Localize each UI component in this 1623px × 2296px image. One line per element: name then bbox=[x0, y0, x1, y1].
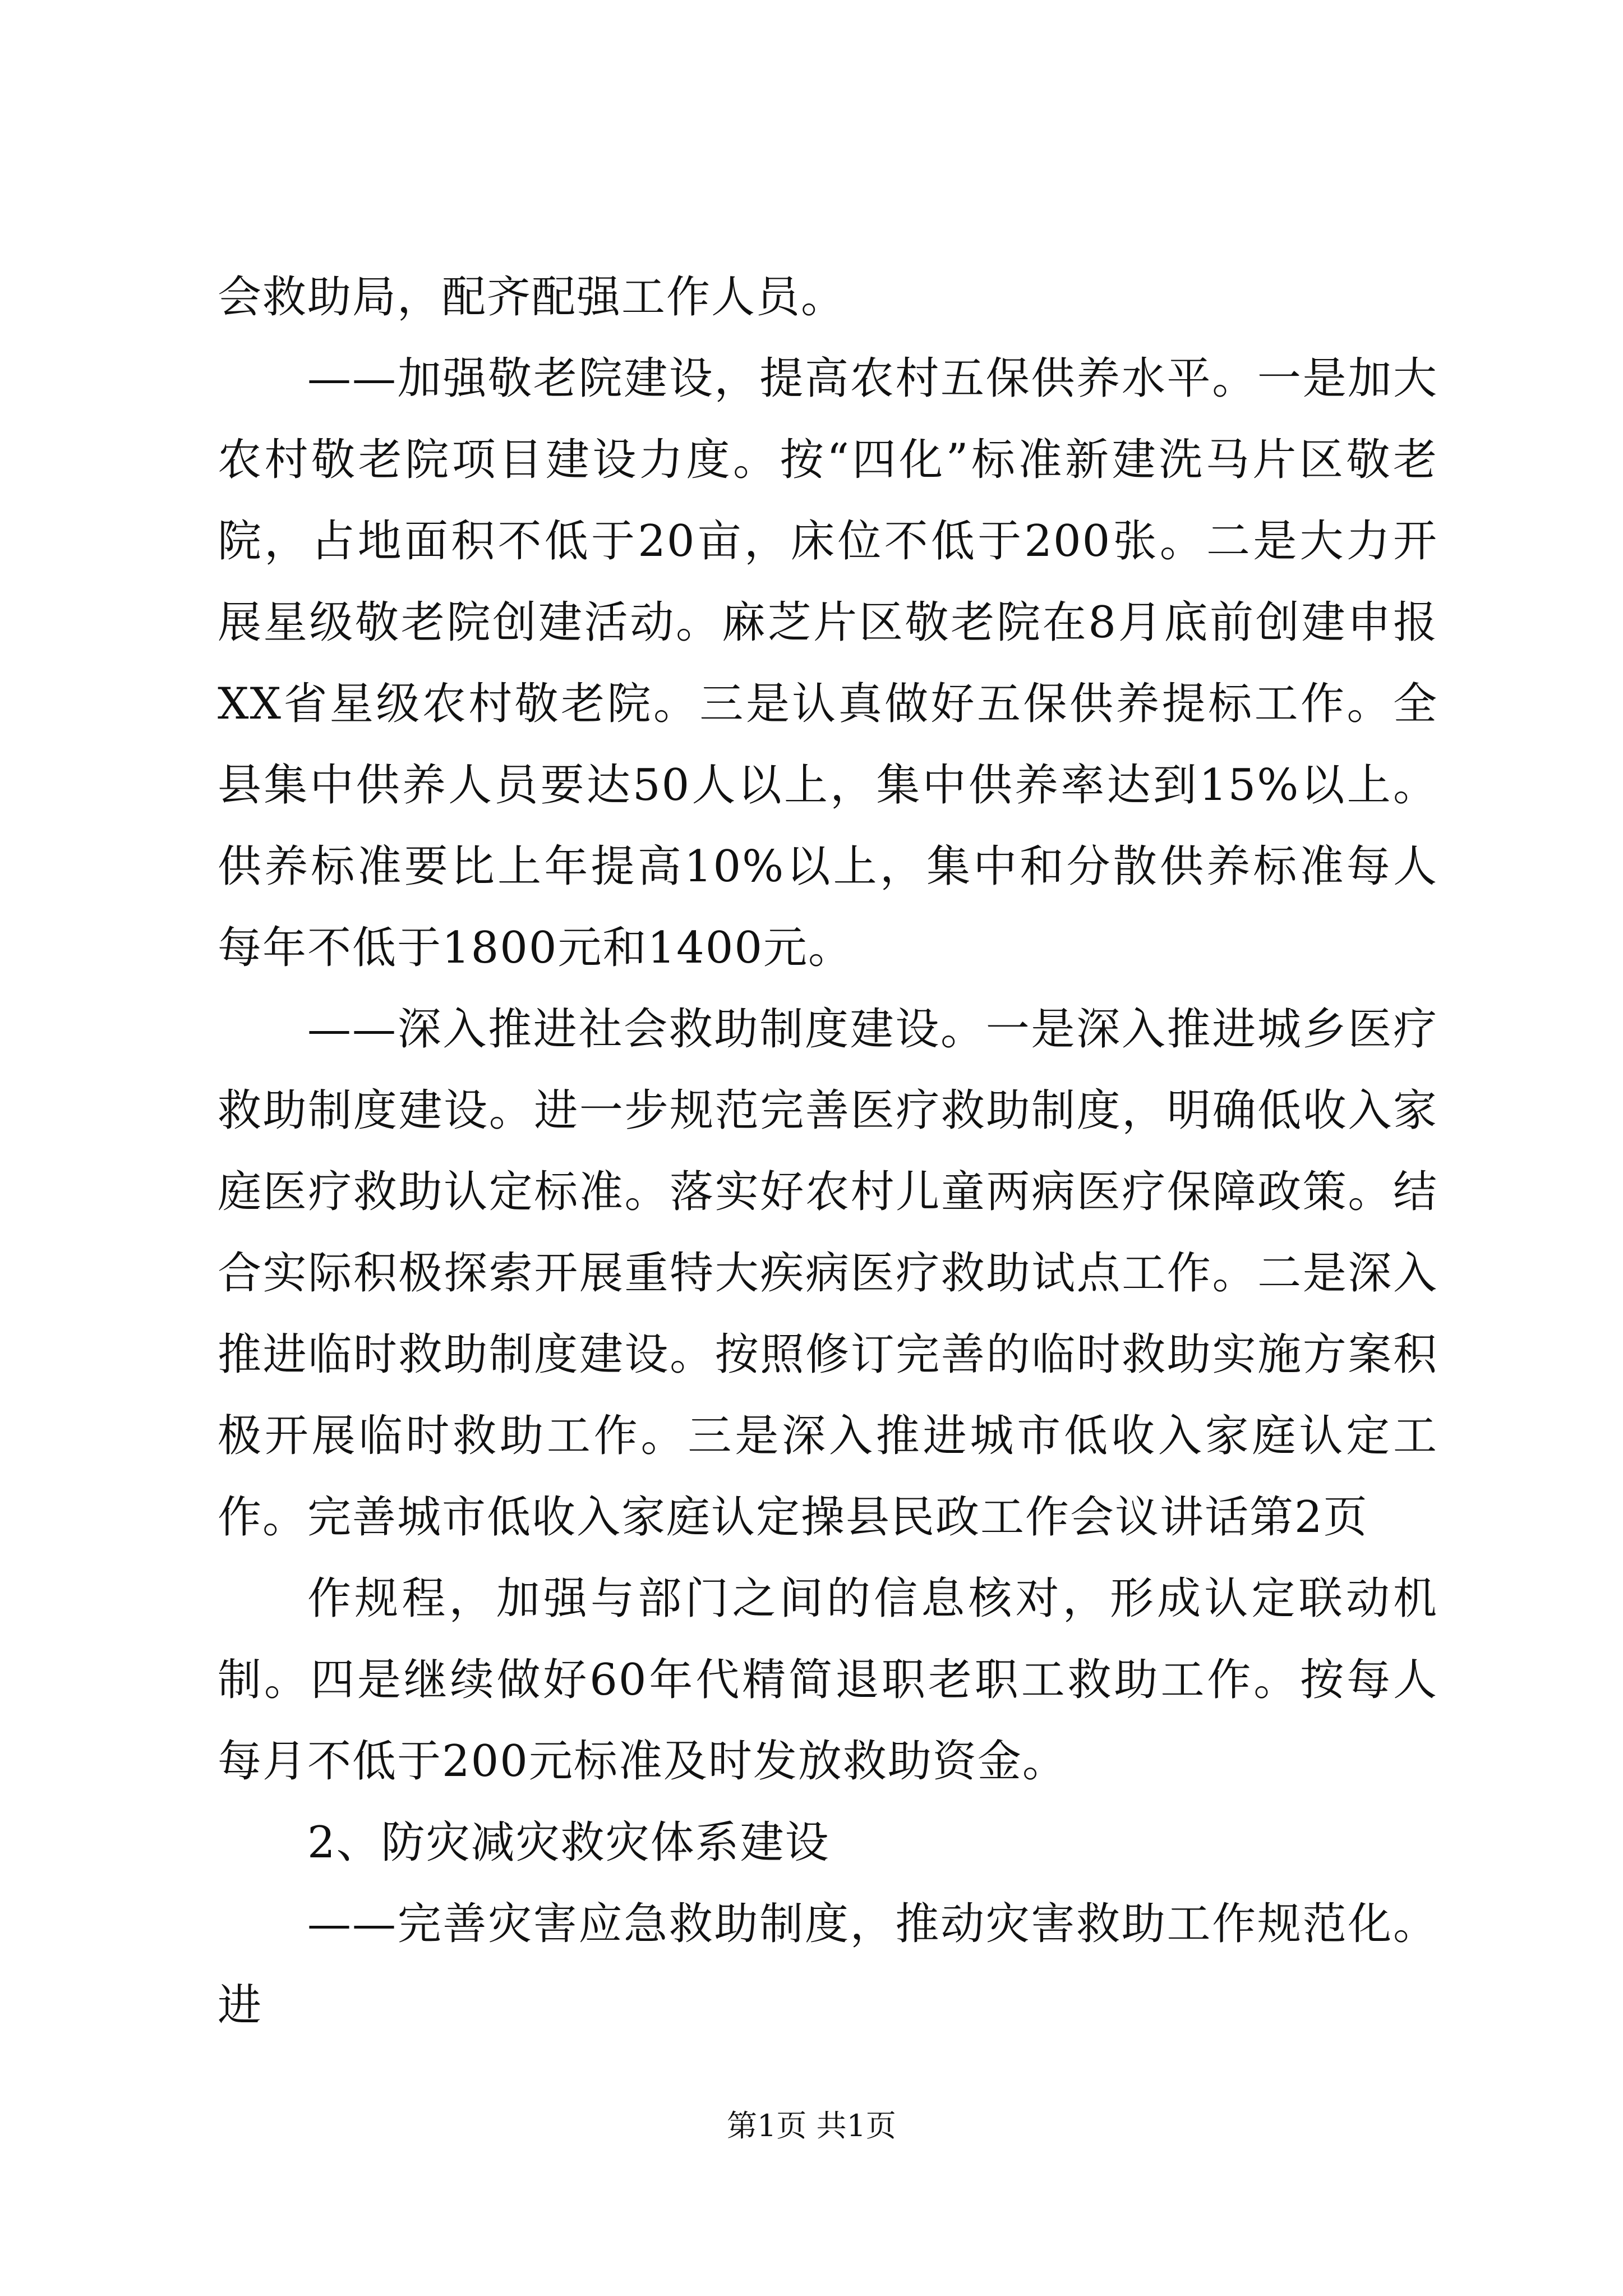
page-footer: 第1页 共1页 bbox=[727, 2108, 896, 2143]
paragraph-disaster-relief: ——完善灾害应急救助制度，推动灾害救助工作规范化。进 bbox=[218, 1899, 1438, 2031]
paragraph-continuation: 会救助局，配齐配强工作人员。 bbox=[218, 272, 846, 323]
paragraph-social-assistance: ——深入推进社会救助制度建设。一是深入推进城乡医疗救助制度建设。进一步规范完善医疗救助制度，明确低收入家庭医疗救助认定标准。落实好农村儿童两病医疗保障政策。结合实际积极探索开展重特大疾病医疗救助试点工作。二是深入推进临时救助制度建设。按照修订完善的临时救助实施方案积极开展临时救助工作。三是深入推进城市低收入家庭认定工作。完善城市低收入家庭认定操县民政工作会议讲话第2页 bbox=[218, 1004, 1438, 1543]
paragraph-nursing-homes: ——加强敬老院建设，提高农村五保供养水平。一是加大农村敬老院项目建设力度。按“四化”标准新建洗马片区敬老院，占地面积不低于20亩，床位不低于200张。二是大力开展星级敬老院创建活动。麻芝片区敬老院在8月底前创建申报XX省星级农村敬老院。三是认真做好五保供养提标工作。全县集中供养人员要达50人以上，集中供养率达到15%以上。供养标准要比上年提高10%以上，集中和分散供养标准每人每年不低于1800元和1400元。 bbox=[218, 353, 1438, 973]
paragraph-verification: 作规程，加强与部门之间的信息核对，形成认定联动机制。四是继续做好60年代精简退职老职工救助工作。按每人每月不低于200元标准及时发放救助资金。 bbox=[218, 1573, 1438, 1787]
document-body bbox=[218, 257, 1438, 2046]
section-heading-disaster-prevention: 2、防灾减灾救灾体系建设 bbox=[307, 1818, 830, 1868]
